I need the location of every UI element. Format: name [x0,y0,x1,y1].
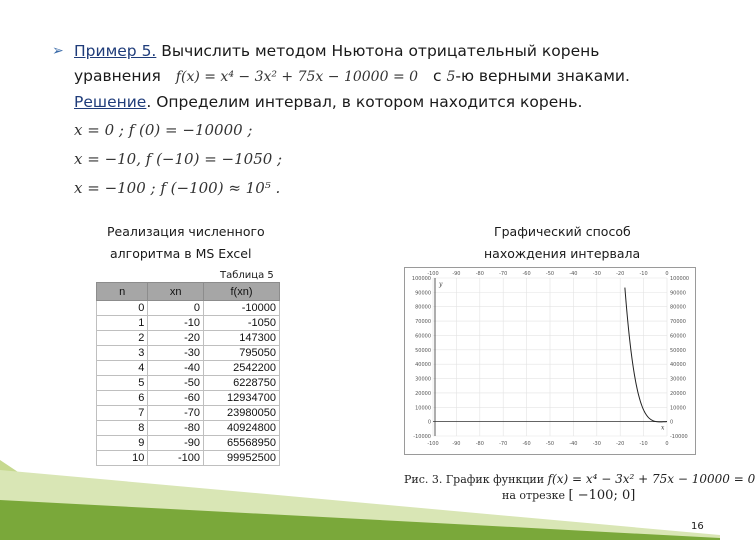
x-tick-label-top: -30 [592,271,601,277]
table-cell: 0 [97,301,148,316]
x-tick-label-bottom: -50 [545,441,555,447]
x-tick-label-top: -60 [522,271,531,277]
x-tick-label-bottom: -40 [569,441,578,447]
y-tick-label-left: 80000 [415,304,431,311]
y-tick-label-left: 0 [427,419,431,426]
example-link[interactable]: Пример 5. [74,42,157,60]
table-cell: 6228750 [204,376,280,391]
table-cell: -100 [148,451,204,466]
left-block-title-2: алгоритма в MS Excel [110,246,252,261]
y-tick-label-right: 10000 [670,405,686,412]
table-cell: 99952500 [204,451,280,466]
function-curve [625,288,667,422]
table-row [97,406,280,421]
table-cell: 8 [97,421,148,436]
table-cell: 10 [97,451,148,466]
caption-interval: [ −100; 0] [568,488,636,503]
table-cell: 6 [97,391,148,406]
y-tick-label-left: 10000 [415,405,431,412]
right-block-title-2: нахождения интервала [484,246,641,261]
y-tick-label-left: 90000 [415,290,431,297]
equation-with: с [432,67,442,85]
math-line-3: x = −100 ; f (−100) ≈ 10⁵ . [74,179,281,197]
x-axis-label: x [661,424,665,432]
x-tick-label-bottom: -60 [522,441,531,447]
bottom-green-decoration [0,440,720,540]
table-cell: 795050 [204,346,280,361]
x-tick-label-top: 0 [665,271,669,277]
x-tick-label-bottom: -30 [592,441,601,447]
x-tick-label-bottom: -90 [452,441,461,447]
y-tick-label-left: -10000 [413,434,431,440]
y-tick-label-right: 50000 [670,347,686,354]
col-header-fxn: f(xn) [204,283,280,301]
y-tick-label-right: 100000 [670,276,690,282]
x-tick-label-top: -100 [427,271,439,277]
y-tick-label-left: 50000 [415,347,431,354]
table-row [97,301,280,316]
task-line-1 [74,42,599,60]
task-line-2 [74,67,630,85]
equation-suffix: -ю верными знаками. [455,67,630,85]
table-cell: -10 [148,316,204,331]
table-cell: 5 [97,376,148,391]
y-tick-label-left: 60000 [415,333,431,340]
table-cell: 2 [97,331,148,346]
excel-header-row [97,283,280,301]
y-tick-label-right: 60000 [670,333,686,340]
table-cell: 0 [148,301,204,316]
table-row [97,316,280,331]
y-tick-label-left: 70000 [415,319,431,326]
x-tick-label-top: -90 [452,271,461,277]
x-tick-label-bottom: 0 [665,441,669,447]
y-tick-label-left: 30000 [415,376,431,383]
col-header-n: n [97,283,148,301]
table-row [97,331,280,346]
solution-text: . Определим интервал, в котором находится корень. [146,93,583,111]
graph-canvas [405,268,695,454]
table-cell: -30 [148,346,204,361]
table-cell: -70 [148,406,204,421]
x-tick-label-top: -20 [616,271,625,277]
y-tick-label-right: -10000 [670,434,688,440]
table-cell: 3 [97,346,148,361]
x-tick-label-top: -50 [545,271,555,277]
table-cell: -10000 [204,301,280,316]
page-number: 16 [691,521,704,532]
y-tick-label-right: 70000 [670,319,686,326]
caption-prefix: Рис. 3. График функции [404,473,545,486]
table-cell: 4 [97,361,148,376]
x-tick-label-top: -80 [475,271,484,277]
equation: f(x) = x⁴ − 3x² + 75x − 10000 = 0 [175,69,419,85]
x-tick-label-bottom: -100 [427,441,439,447]
table-cell: 147300 [204,331,280,346]
caption-interval-prefix: на отрезке [502,489,566,502]
table-cell: -60 [148,391,204,406]
table-cell: -40 [148,361,204,376]
caption-formula: f(x) = x⁴ − 3x² + 75x − 10000 = 0 [547,472,755,486]
right-block-title-1: Графический способ [494,224,631,239]
y-tick-label-left: 40000 [415,362,431,369]
table-cell: -20 [148,331,204,346]
table-cell: 23980050 [204,406,280,421]
table-row [97,361,280,376]
table-cell: 65568950 [204,436,280,451]
table-cell: 7 [97,406,148,421]
y-tick-label-right: 40000 [670,362,686,369]
y-tick-label-right: 90000 [670,290,686,297]
table-cell: -1050 [204,316,280,331]
table-cell: 1 [97,316,148,331]
y-tick-label-right: 80000 [670,304,686,311]
col-header-xn: xn [148,283,204,301]
x-tick-label-top: -40 [569,271,578,277]
table-cell: 12934700 [204,391,280,406]
x-tick-label-bottom: -10 [639,441,648,447]
table-row [97,421,280,436]
function-graph [404,267,696,455]
x-tick-label-bottom: -20 [616,441,625,447]
y-tick-label-left: 100000 [411,276,431,282]
table-cell: -90 [148,436,204,451]
y-tick-label-right: 30000 [670,376,686,383]
digits-count: 5 [446,69,456,85]
math-line-1: x = 0 ; f (0) = −10000 ; [74,121,253,139]
table-cell: 40924800 [204,421,280,436]
math-line-2: x = −10, f (−10) = −1050 ; [74,150,283,168]
table-row [97,391,280,406]
solution-link[interactable]: Решение [74,93,147,111]
y-axis-label: y [439,281,443,288]
x-tick-label-bottom: -80 [475,441,484,447]
table-cell: 9 [97,436,148,451]
excel-table [96,282,280,466]
x-tick-label-top: -10 [639,271,648,277]
x-tick-label-bottom: -70 [499,441,508,447]
y-tick-label-right: 0 [670,419,674,426]
table-cell: -50 [148,376,204,391]
table-row [97,346,280,361]
table-cell: -80 [148,421,204,436]
equation-prefix: уравнения [74,67,161,85]
left-block-title-1: Реализация численного [107,224,265,239]
y-tick-label-left: 20000 [415,390,431,397]
table-row [97,376,280,391]
task-text: Вычислить методом Ньютона отрицательный корень [156,42,600,60]
bullet-arrow-icon: ➢ [52,43,64,59]
table-cell: 2542200 [204,361,280,376]
solution-line [74,93,582,111]
y-tick-label-right: 20000 [670,390,686,397]
x-tick-label-top: -70 [499,271,508,277]
table-caption: Таблица 5 [220,270,274,281]
